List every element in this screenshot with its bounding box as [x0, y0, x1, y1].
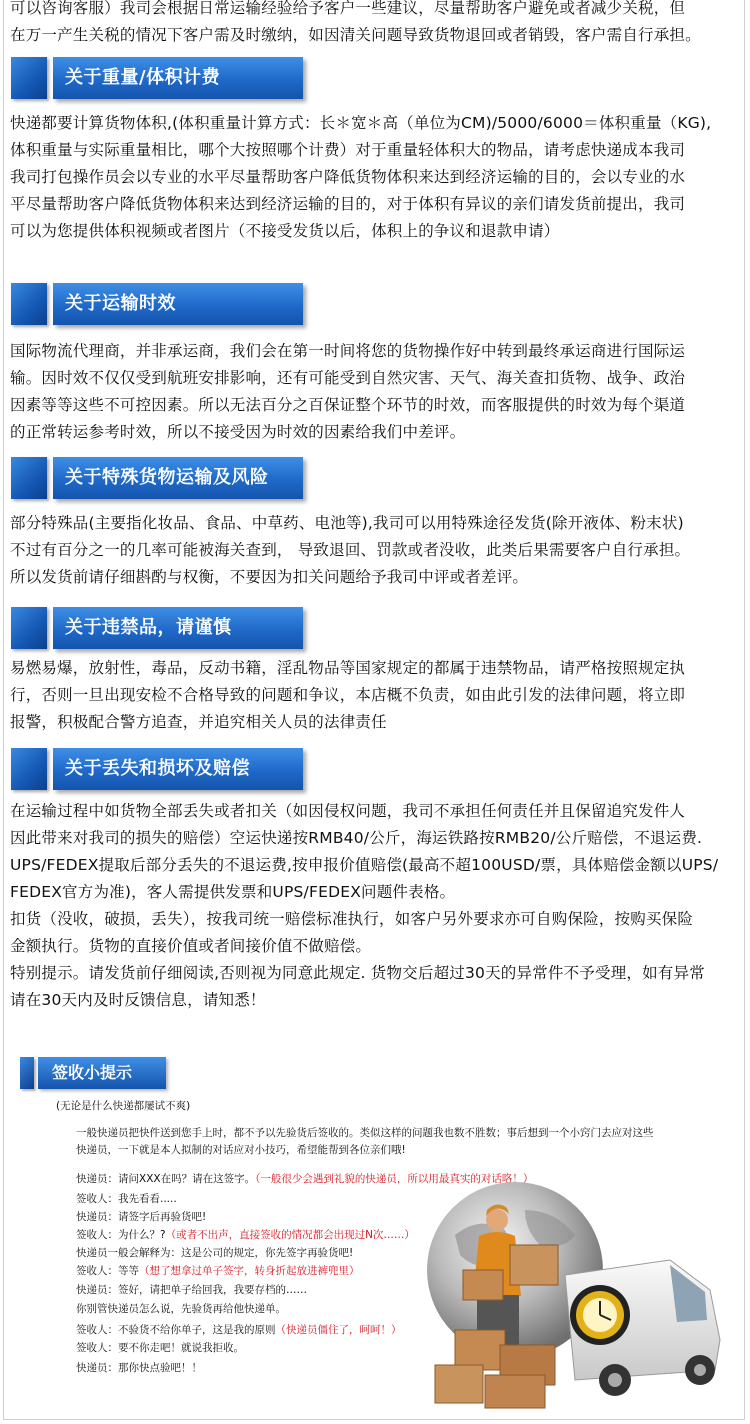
text-line: 可以为您提供体积视频或者图片（不接受发货以后，体积上的争议和退款申请）	[10, 222, 560, 240]
text-line: 因此带来对我司的损失的赔偿）空运快递按RMB40/公斤，海运铁路按RMB20/公斤赔偿，不退运费.	[10, 829, 703, 847]
text-line: 所以发货前请仔细斟酌与权衡，不要因为扣关问题给予我司中评或者差评。	[10, 568, 529, 586]
text-line: FEDEX官方为准)，客人需提供发票和UPS/FEDEX问题件表格。	[10, 883, 456, 901]
section-body-loss-damage	[10, 798, 740, 1014]
dialogue-text: 签收人：我先看看.....	[76, 1193, 177, 1205]
dialogue-text: 你别管快递员怎么说，先验货再给他快递单。	[76, 1303, 286, 1315]
section-body-prohibited	[10, 655, 740, 736]
header-square-icon	[11, 457, 47, 499]
header-square-icon	[11, 57, 47, 99]
dialogue-text: 快递员一般会解释为：这是公司的规定，你先签字再验货吧!	[76, 1247, 354, 1259]
dialogue-note: （快递员僵住了，呵呵！）	[275, 1324, 402, 1336]
section-body-special-goods	[10, 510, 740, 591]
header-square-icon	[20, 1057, 34, 1089]
dialogue-line	[76, 1342, 244, 1355]
top-paragraph	[10, 0, 740, 49]
text-line: 特别提示。请发货前仔细阅读,否则视为同意此规定. 货物交后超过30天的异常件不予受理，如有异常	[10, 964, 705, 982]
text-line: 输。因时效不仅仅受到航班安排影响，还有可能受到自然灾害、天气、海关查扣货物、战争、政治	[10, 369, 686, 387]
text-line: UPS/FEDEX提取后部分丢失的不退运费,按申报价值赔偿(最高不超100USD/票，具体赔偿金额以UPS/	[10, 856, 719, 874]
text-line: 报警，积极配合警方追查，并追究相关人员的法律责任	[10, 713, 387, 731]
dialogue-line	[76, 1229, 415, 1242]
dialogue-line	[76, 1265, 360, 1278]
dialogue-line	[76, 1193, 177, 1206]
text-line: 不过有百分之一的几率可能被海关查到， 导致退回、罚款或者没收，此类后果需要客户自行承担。	[10, 541, 691, 559]
courier-illustration	[415, 1180, 730, 1410]
text-line: 平尽量帮助客户降低货物体积来达到经济运输的目的，对于体积有异议的亲们请发货前提出，我司	[10, 195, 686, 213]
dialogue-text: 快递员：请签字后再验货吧!	[76, 1211, 207, 1223]
dialogue-text: 快递员：那你快点验吧！！	[76, 1362, 202, 1374]
text-line: 行，否则一旦出现安检不合格导致的问题和争议，本店概不负责，如由此引发的法律问题，将立即	[10, 686, 686, 704]
dialogue-text: 快递员：签好，请把单子给回我，我要存档的……	[76, 1284, 307, 1296]
text-line: 我司打包操作员会以专业的水平尽量帮助客户降低货物体积来达到经济运输的目的，会以专业的水	[10, 168, 686, 186]
text-line: 部分特殊品(主要指化妆品、食品、中草药、电池等),我司可以用特殊途径发货(除开液体、粉末状)	[10, 514, 684, 532]
tips-intro-line: 快递员，一下就是本人拟制的对话应对小技巧，希望能帮到各位亲们哦!	[76, 1144, 406, 1156]
text-line: 请在30天内及时反馈信息，请知悉！	[10, 991, 266, 1009]
header-square-icon	[11, 607, 47, 649]
text-line: 国际物流代理商，并非承运商，我们会在第一时间将您的货物操作好中转到最终承运商进行国际运	[10, 342, 686, 360]
section-title: 关于丢失和损坏及赔偿	[53, 748, 303, 790]
text-line: 在万一产生关税的情况下客户需及时缴纳，如因清关问题导致货物退回或者销毁，客户需自行承担。	[10, 26, 701, 44]
dialogue-line	[76, 1211, 206, 1224]
dialogue-line	[76, 1247, 353, 1260]
dialogue-text: 签收人：为什么？?	[76, 1229, 166, 1241]
dialogue-text: 签收人：不验货不给你单子，这是我的原则	[76, 1324, 276, 1336]
text-line: 可以咨询客服）我司会根据日常运输经验给予客户一些建议，尽量帮助客户避免或者减少关税，但	[10, 0, 686, 17]
text-line: 扣货（没收，破损，丢失），按我司统一赔偿标准执行，如客户另外要求亦可自购保险，按购买保险	[10, 910, 694, 928]
dialogue-line	[76, 1284, 307, 1297]
text-line: 快递都要计算货物体积,(体积重量计算方式：长＊宽＊高（单位为CM)/5000/6000＝体积重量（KG),	[10, 114, 712, 132]
dialogue-note: （一般很少会遇到礼貌的快递员，所以用最真实的对话咯！）	[255, 1173, 534, 1185]
text-line: 金额执行。货物的直接价值或者间接价值不做赔偿。	[10, 937, 372, 955]
dialogue-note: （或者不出声，直接签收的情况都会出现过N次……）	[165, 1229, 415, 1241]
tips-intro-line: 一般快递员把快件送到您手上时，都不予以先验货后签收的。类似这样的问题我也数不胜数；事后想到一个小窍门去应对这些	[76, 1127, 654, 1139]
clock-icon	[570, 1285, 630, 1345]
dialogue-note: （想了想拿过单子签字，转身折起放进裤兜里）	[139, 1265, 360, 1277]
text-line: 的正常转运参考时效，所以不接受因为时效的因素给我们中差评。	[10, 423, 466, 441]
section-body-timeliness	[10, 338, 740, 446]
dialogue-text: 快递员：请问XXX在吗？请在这签字。	[76, 1173, 256, 1185]
tips-title: 签收小提示	[38, 1057, 166, 1089]
section-body-weight	[10, 110, 740, 245]
header-square-icon	[11, 748, 47, 790]
section-title: 关于违禁品，请谨慎	[53, 607, 303, 649]
dialogue-text: 签收人：要不你走吧！就说我拒收。	[76, 1342, 244, 1354]
dialogue-line	[76, 1303, 286, 1316]
section-title: 关于重量/体积计费	[53, 57, 303, 99]
header-square-icon	[11, 283, 47, 325]
tips-subtitle: (无论是什么快递都屡试不爽)	[56, 1100, 191, 1112]
dialogue-line	[76, 1324, 402, 1337]
section-title: 关于运输时效	[53, 283, 303, 325]
text-line: 因素等等这些不可控因素。所以无法百分之百保证整个环节的时效，而客服提供的时效为每个渠道	[10, 396, 686, 414]
dialogue-line	[76, 1362, 202, 1375]
text-line: 体积重量与实际重量相比，哪个大按照哪个计费）对于重量轻体积大的物品，请考虑快递成本我司	[10, 141, 686, 159]
text-line: 易燃易爆，放射性，毒品，反动书籍，淫乱物品等国家规定的都属于违禁物品，请严格按照规定执	[10, 659, 686, 677]
text-line: 在运输过程中如货物全部丢失或者扣关（如因侵权问题，我司不承担任何责任并且保留追究发件人	[10, 802, 686, 820]
dialogue-text: 签收人：等等	[76, 1265, 139, 1277]
section-title: 关于特殊货物运输及风险	[53, 457, 303, 499]
